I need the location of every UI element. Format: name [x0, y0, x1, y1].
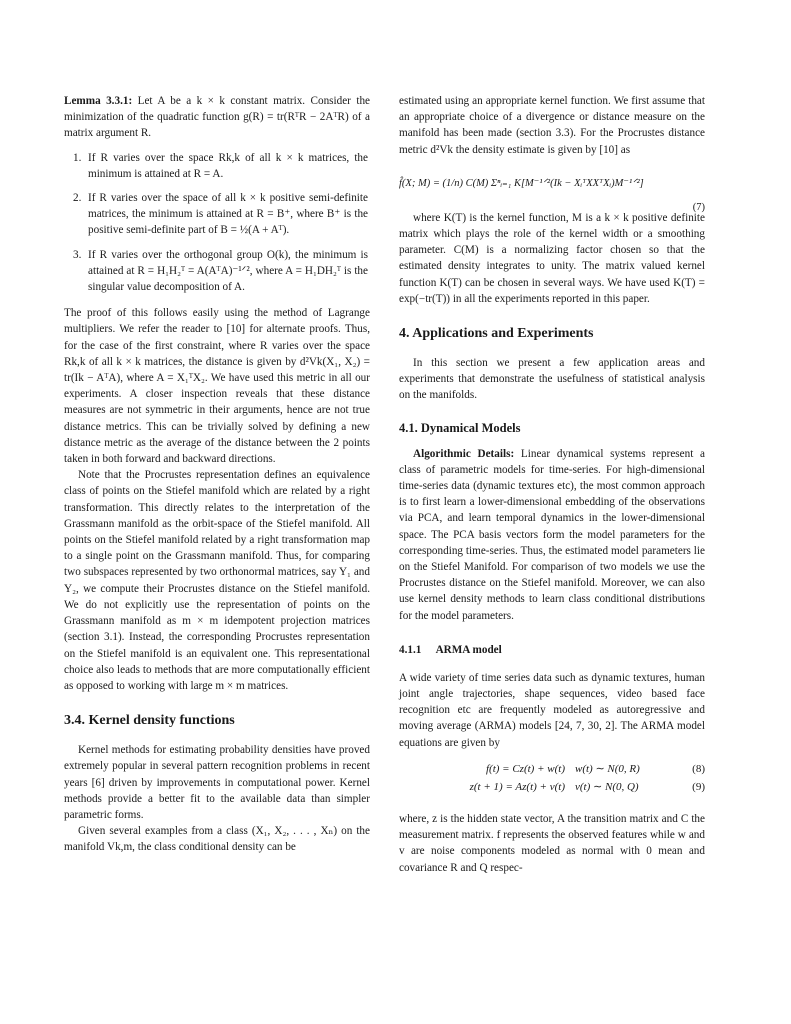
section-4-1-1-heading — [399, 642, 705, 658]
lemma-paragraph — [64, 93, 370, 142]
kernel-methods-paragraph: Kernel methods for estimating probability densities have proved extremely popular in several pattern recognition problems in recent years [6] driven by improvements in computational power. Kernel methods provide a better fit to the available data than simpler parametric forms. — [64, 744, 370, 821]
lemma-item-2 — [64, 190, 368, 239]
estimated-paragraph: estimated using an appropriate kernel function. We first assume that an appropriate choice of a divergence or distance measure on the manifold has been made (section 3.3). For the Procrustes distance metric d²Vk the density estimate is given by [10] as — [399, 95, 705, 156]
lemma-item-1 — [64, 150, 368, 182]
equation-7-number: (7) — [692, 201, 705, 213]
section-4-1-1-number: 4.1.1 — [399, 643, 422, 656]
arma-paragraph: A wide variety of time series data such as dynamic textures, human joint angle trajectories, shape sequences, video based face recognition etc are frequently modeled as autoregressive and moving average (ARMA) models [24, 7, 30, 2]. The ARMA model equations are given by — [399, 671, 705, 749]
equation-9-number: (9) — [692, 780, 705, 793]
lemma-intro: Let A be a k × k constant matrix. Consider the minimization of the quadratic function g(R) = tr(RᵀR − 2AᵀR) of a matrix argument R. — [64, 95, 371, 140]
class-conditional-paragraph: Given several examples from a class (X₁, X₂, . . . , Xₙ) on the manifold Vk,m, the class conditional density can be — [64, 825, 370, 854]
arma-equations — [399, 761, 705, 797]
lemma-item-number: 1. — [73, 151, 82, 164]
equation-8-number: (8) — [692, 762, 705, 775]
section-4-1-1-title: ARMA model — [435, 643, 502, 656]
algorithmic-details-paragraph — [399, 446, 705, 624]
section-4-heading: 4. Applications and Experiments — [399, 326, 594, 342]
section-4-intro-paragraph: In this section we present a few application areas and experiments that demonstrate the usefulness of statistical analysis on the manifolds. — [399, 357, 705, 402]
equation-7 — [399, 168, 705, 213]
lemma-item-text: If R varies over the space Rk,k of all k × k matrices, the minimum is attained at R = A. — [88, 151, 368, 180]
right-column — [399, 93, 705, 876]
section-3-4-heading: 3.4. Kernel density functions — [64, 713, 235, 729]
proof-paragraph: The proof of this follows easily using the method of Lagrange multipliers. We refer the reader to [10] for alternate proofs. Thus, for the case of the first constraint, where R varies over the space Rk,k of all k × k matrices, the distance is given by d²Vk(X₁, X₂) = tr(Ik − AᵀA), where A = X₁ᵀX₂. We have used this metric in all our experiments. A closer inspection reveals that these distance measures are not symmetric in their arguments, hence are not true distance metrics. This can be trivially solved by defining a new distance metric as the average of the distance between the 2 points taken in both forward and backward directions. — [64, 307, 370, 466]
lemma-item-text: If R varies over the space of all k × k positive semi-definite matrices, the minimum is attained at R = B⁺, where B⁺ is the positive semi-definite part of B = ½(A + Aᵀ). — [88, 192, 368, 237]
equation-9 — [399, 779, 705, 797]
section-4-1-heading: 4.1. Dynamical Models — [399, 420, 521, 435]
algorithmic-details-text: Linear dynamical systems represent a class of parametric models for time-series. For high-dimensional time-series data (dynamic textures etc), the most common approach is to first learn a lower-dimensional embedding of the observations via PCA, and learn temporal dynamics in the lower-dimensional space. The PCA basis vectors form the model parameters for the corresponding time-series. Thus, the estimated model parameters lie on the Stiefel Manifold. For comparison of two models we use the Procrustes distance on the Stiefel manifold. Moreover, we can also use kernel density methods to learn class conditional distributions for the model parameters. — [399, 447, 706, 622]
lemma-item-number: 2. — [73, 192, 82, 205]
left-column — [64, 93, 370, 856]
equation-8 — [399, 761, 705, 779]
lemma-list — [64, 150, 370, 296]
equation-7-body: f̂(X; M) = (1/n) C(M) Σⁿᵢ₌₁ K[M⁻¹ᐟ²(Ik − XᵢᵀXXᵀXᵢ)M⁻¹ᐟ²] — [399, 177, 644, 189]
equation-9-lhs: z(t + 1) = Az(t) + v(t) — [469, 780, 565, 793]
equation-8-lhs: f(t) = Cz(t) + w(t) — [485, 762, 565, 775]
equation-8-noise: w(t) ∼ N(0, R) — [575, 762, 640, 775]
procrustes-note-paragraph: Note that the Procrustes representation defines an equivalence class of points on the Stiefel manifold which are related by a right transformation. This directly relates to the interpretation of the Grassmann manifold as the orbit-space of the Stiefel manifold. All points on the Stiefel manifold related by a right transformation map to a single point on the Grassmann manifold. Thus, for comparing two subspaces represented by two orthonormal matrices, say Y₁ and Y₂, we compute their Procrustes distance on the Stiefel manifold. We do not explicitly use the representation of points on the Grassmann manifold as m × m idempotent projection matrices (section 3.1). Instead, the corresponding Procrustes representation on the Stiefel manifold is an equivalent one. This representational choice also leads to methods that are more computationally efficient as opposed to working with large m × m matrices. — [64, 469, 370, 692]
lemma-item-3 — [64, 247, 368, 296]
arma-variables-paragraph: where, z is the hidden state vector, A the transition matrix and C the measurement matrix. f represents the observed features while w and v are noise components modeled as normal with 0 mean and covariance R and Q respec- — [399, 812, 705, 874]
lemma-item-number: 3. — [73, 248, 82, 261]
lemma-label: Lemma 3.3.1: — [64, 95, 133, 107]
algorithmic-details-label: Algorithmic Details: — [413, 447, 515, 460]
kernel-function-paragraph: where K(T) is the kernel function, M is a k × k positive definite matrix which plays the role of the kernel width or a smoothing parameter. C(M) is a normalizing factor chosen so that the estimated density integrates to unity. The matrix valued kernel function K(T) can be chosen in several ways. We have used K(T) = exp(−tr(T)) in all the experiments reported in this paper. — [399, 211, 705, 305]
equation-9-noise: v(t) ∼ N(0, Q) — [575, 780, 639, 793]
lemma-item-text: If R varies over the orthogonal group O(k), the minimum is attained at R = H₁H₂ᵀ = A(AᵀA)⁻¹ᐟ², where A = H₁DH₂ᵀ is the singular value decomposition of A. — [88, 248, 368, 294]
